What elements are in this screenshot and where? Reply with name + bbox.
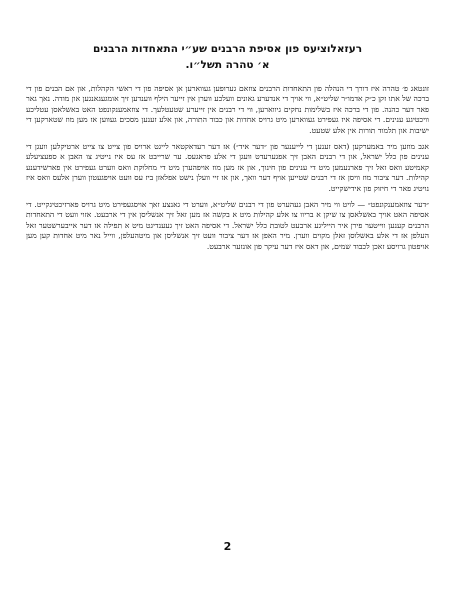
document-date: א׳ טהרה תשל״ו. (185, 59, 270, 71)
body-paragraph-2: אגב מוזען מיר באמערקען (דאס זענען די לייענער פון ״דער איד״) אז דער רעדאקטאר לייגט ארויס פון צייט צו צייט ארטיקלען וועגן די ענינים פון כלל ישראל, און די רבנים האבן זיך אפגערעדט וועגן די אלע פראגעס. ער שרייבט אז עס איז נייטיג צו האבן א ספעציעלע קאמיטע וואס זאל זיך פארנעמען מיט די ענינים פון חינוך, און אז מען מוז אויפהערן מיט די מחלוקת וואס ווערט געפירט אין פארשידענע קהילות. דער ציבור מוז וויסן אז די רבנים שטייען אויף דער וואך, און אז זיי וועלן נישט אפלאזן ביז עס וועט אויפגעטון ווערן אלעס וואס איז נויטיג פאר די חיזוק פון אידישקייט. (26, 142, 429, 193)
body-paragraph-1: זונטאג פ׳ טהרה איז דורך די הנהלה פון התאחדות הרבנים צוזאם גערופען געווארען אן אסיפה פון די ראשי הקהלות, און אם הבנים פון די ברכה של אתו זקן כ״ק אדמו״ר שליט״א, ווי אויך די אנדערע גאונים וועלכע ווערן אין זייער הילף ווענדען זיך אומגעגאנגען און מודה. נאך גאר פאר דער כהנה. פון די ברכה איז בשלימות נחקים גיווארען, ווי די רבנים אין זייערע שטעטלעך. די צוזאמענקונפט האט באשלאסן עטליכע וויכטיגע ענינים. די אסיפה איז געפירט געווארען מיט גרויס אחדות און כבוד התורה, און אלע זענען מסכים געווען אז מען מוז שטארקען די ישיבות און תלמוד תורות אין אלע שטעט. (26, 84, 429, 135)
page-number: 2 (223, 540, 232, 553)
body-paragraph-3: ״דער צוזאמענקונפט״ — לויט ווי מיר האבן געהערט פון די רבנים שליט״א, ווערט די גאנצע זאך אויסגעפירט מיט גרויס פארזיכטיגקייט. די אסיפה האט אויך באשלאסן צו שיקן א בריוו צו אלע קהילות מיט א בקשה אז מען זאל זיך אנשליסן אין די ארבעט. אזוי וועט די התאחדות הרבנים קענען ווייטער פירן איר הייליגע ארבעט לטובת כלל ישראל. די אסיפה האט זיך געענדיגט מיט א תפילה אז דער אייבערשטער זאל העלפן אז די אלע באשלוסן זאלן מקוים ווערן. מיר האפן אז דער ציבור וועט זיך אנשליסן און מיטהעלפן, ווייל נאר מיט אחדות קען מען אויפטון גרויסע זאכן לכבוד שמים, און דאס איז דער עיקר פון אונזער ארבעט. (26, 200, 429, 251)
document-title: רעזאלוציעס פון אסיפת הרבנים שע״י התאחדות הרבנים (92, 43, 363, 55)
